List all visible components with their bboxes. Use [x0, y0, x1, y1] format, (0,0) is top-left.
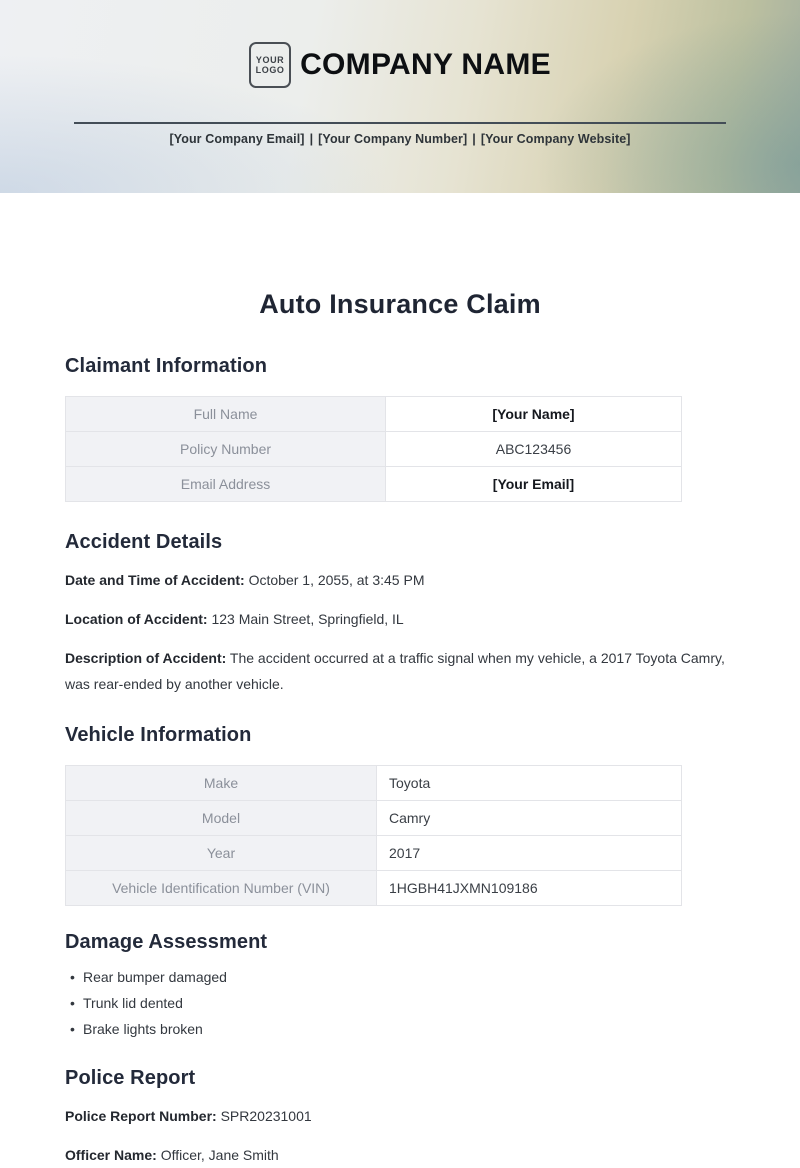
accident-location-value: 123 Main Street, Springfield, IL: [211, 611, 404, 627]
make-value: Toyota: [377, 766, 682, 801]
officer-name-field: [65, 1142, 727, 1168]
email-address-label: Email Address: [66, 467, 386, 502]
damage-assessment-heading: Damage Assessment: [65, 931, 268, 953]
accident-description-label: Description of Accident:: [65, 650, 227, 666]
police-report-number-field: [65, 1103, 727, 1129]
police-report-fields: [65, 1103, 735, 1168]
officer-name-value: Officer, Jane Smith: [160, 1147, 279, 1163]
accident-date-label: Date and Time of Accident:: [65, 572, 245, 588]
year-value: 2017: [377, 836, 682, 871]
accident-description-value: The accident occurred at a traffic signal when my vehicle, a 2017 Toyota Camry, was rear-ended by another vehicle.: [65, 650, 725, 692]
contact-separator: |: [472, 132, 476, 146]
police-report-number-value: SPR20231001: [220, 1108, 312, 1124]
vehicle-information-table: [65, 765, 682, 906]
table-row: [66, 871, 682, 906]
contact-separator: |: [309, 132, 314, 146]
letterhead: [0, 0, 800, 193]
police-report-number-label: Police Report Number:: [65, 1108, 217, 1124]
company-website: [Your Company Website]: [480, 132, 631, 146]
claimant-information-heading: Claimant Information: [65, 355, 268, 377]
accident-date-value: October 1, 2055, at 3:45 PM: [248, 572, 425, 588]
logo-text-line1: YOUR: [255, 54, 285, 65]
list-item: • Trunk lid dented: [65, 990, 735, 1016]
accident-description-field: [65, 645, 727, 697]
table-row: [66, 397, 682, 432]
model-label: Model: [66, 801, 377, 836]
table-row: [66, 432, 682, 467]
vin-label: Vehicle Identification Number (VIN): [66, 871, 377, 906]
table-row: [66, 836, 682, 871]
brand-row: [0, 0, 800, 88]
policy-number-value: ABC123456: [386, 432, 682, 467]
model-value: Camry: [377, 801, 682, 836]
vehicle-information-heading: Vehicle Information: [65, 724, 252, 746]
claimant-information-table: [65, 396, 682, 502]
accident-details-heading: Accident Details: [65, 531, 223, 553]
policy-number-label: Policy Number: [66, 432, 386, 467]
full-name-label: Full Name: [66, 397, 386, 432]
accident-date-field: [65, 567, 727, 593]
table-row: [66, 801, 682, 836]
officer-name-label: Officer Name:: [65, 1147, 157, 1163]
table-row: [66, 766, 682, 801]
damage-assessment-list: [65, 964, 735, 1042]
email-address-value: [Your Email]: [386, 467, 682, 502]
company-name: COMPANY NAME: [300, 48, 551, 81]
accident-location-field: [65, 606, 727, 632]
company-logo-placeholder: [249, 42, 291, 88]
logo-text-line2: LOGO: [255, 65, 285, 75]
company-contact-line: [0, 132, 800, 146]
accident-details-fields: [65, 567, 735, 697]
document-title: Auto Insurance Claim: [259, 289, 541, 319]
list-item: • Rear bumper damaged: [65, 964, 735, 990]
make-label: Make: [66, 766, 377, 801]
company-number: [Your Company Number]: [318, 132, 468, 146]
table-row: [66, 467, 682, 502]
full-name-value: [Your Name]: [386, 397, 682, 432]
list-item: • Brake lights broken: [65, 1016, 735, 1042]
accident-location-label: Location of Accident:: [65, 611, 208, 627]
document-content: [0, 289, 800, 1168]
year-label: Year: [66, 836, 377, 871]
company-email: [Your Company Email]: [169, 132, 305, 146]
vin-value: 1HGBH41JXMN109186: [377, 871, 682, 906]
police-report-heading: Police Report: [65, 1067, 196, 1089]
letterhead-divider: [74, 122, 726, 124]
